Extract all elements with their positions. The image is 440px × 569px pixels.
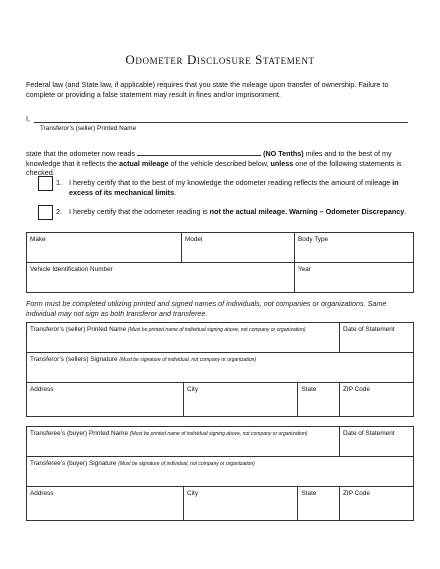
vin-field[interactable] bbox=[27, 263, 295, 293]
buyer-state-field[interactable] bbox=[298, 487, 340, 521]
option2-text bbox=[69, 207, 419, 217]
seller-zip-field[interactable] bbox=[340, 383, 414, 417]
buyer-printed-name-field[interactable] bbox=[27, 427, 340, 457]
buyer-signature-note: (Must be signature of individual, not company or organization) bbox=[118, 461, 255, 467]
option2-text-b: not the actual mileage. Warning – Odometer Discrepancy bbox=[209, 207, 405, 216]
model-field[interactable] bbox=[182, 233, 295, 263]
buyer-city-label: City bbox=[187, 490, 199, 497]
signature-notice: Form must be completed utilizing printed and signed names of individuals, not companies or organizations. Same individual may not sign as both transferor and transferee. bbox=[26, 299, 387, 318]
buyer-date-label: Date of Statement bbox=[343, 430, 395, 437]
odometer-text-a: state that the odometer now reads bbox=[26, 149, 136, 158]
option1-text-b: in excess of its mechanical limits bbox=[69, 178, 399, 197]
buyer-address-field[interactable] bbox=[27, 487, 184, 521]
transferor-name-field[interactable] bbox=[34, 122, 408, 123]
vehicle-info-table bbox=[26, 232, 414, 293]
checkbox-mechanical-limits[interactable] bbox=[38, 176, 53, 191]
seller-signature-note: (Must be signature of individual, not company or organization) bbox=[119, 357, 257, 363]
seller-date-label: Date of Statement bbox=[343, 326, 395, 333]
seller-address-field[interactable] bbox=[27, 383, 184, 417]
option2-text-a: I hereby certify that the odometer reading is bbox=[69, 207, 210, 216]
transferor-name-label: Transferor’s (seller) Printed Name bbox=[40, 125, 137, 132]
seller-printed-name-label: Transferor’s (seller) Printed Name bbox=[30, 326, 127, 333]
body-type-label: Body Type bbox=[298, 236, 329, 243]
make-label: Make bbox=[30, 236, 46, 243]
seller-city-label: City bbox=[187, 386, 199, 393]
odometer-actual-mileage: actual mileage bbox=[119, 158, 169, 168]
buyer-printed-name-note: (Must be printed name of individual signing above, not company or organization) bbox=[129, 431, 308, 437]
buyer-signature-label: Transferee’s (buyer) Signature bbox=[30, 460, 117, 467]
seller-date-field[interactable] bbox=[340, 323, 414, 353]
seller-zip-label: ZIP Code bbox=[343, 386, 370, 393]
odometer-unless: unless bbox=[270, 158, 294, 168]
buyer-signature-field[interactable] bbox=[27, 457, 414, 487]
seller-signature-field[interactable] bbox=[27, 353, 414, 383]
option2-number: 2. bbox=[56, 207, 62, 216]
option1-text-a: I hereby certify that to the best of my knowledge the odometer reading reflects the amount of mileage bbox=[69, 178, 393, 187]
buyer-city-field[interactable] bbox=[184, 487, 298, 521]
odometer-no-tenths: (NO Tenths) bbox=[263, 149, 304, 158]
buyer-zip-field[interactable] bbox=[340, 487, 414, 521]
year-label: Year bbox=[298, 266, 311, 273]
odometer-text-c: miles and to the best of my knowledge that it reflects the bbox=[26, 149, 392, 168]
make-field[interactable] bbox=[27, 233, 182, 263]
seller-table bbox=[26, 322, 414, 417]
odometer-text-e: of the vehicle described below, bbox=[168, 158, 271, 168]
buyer-address-label: Address bbox=[30, 490, 54, 497]
option2-text-c: . bbox=[404, 207, 407, 216]
intro-paragraph: Federal law (and State law, if applicable) requires that you state the mileage upon transfer of ownership. Failure to complete or providing a false statement may result in fines and/or imprisonment. bbox=[26, 80, 389, 99]
seller-state-field[interactable] bbox=[298, 383, 340, 417]
transferor-prefix: I, bbox=[26, 114, 30, 123]
body-type-field[interactable] bbox=[295, 233, 414, 263]
option1-text-c: . bbox=[174, 187, 177, 197]
seller-city-field[interactable] bbox=[184, 383, 298, 417]
option1-number: 1. bbox=[56, 178, 62, 187]
odometer-reading-field[interactable] bbox=[137, 148, 261, 156]
buyer-printed-name-label: Transferee’s (buyer) Printed Name bbox=[30, 430, 129, 437]
buyer-table bbox=[26, 426, 414, 521]
seller-printed-name-field[interactable] bbox=[27, 323, 340, 353]
page-title: Odometer Disclosure Statement bbox=[125, 52, 315, 67]
odometer-statement bbox=[26, 148, 416, 178]
seller-address-label: Address bbox=[30, 386, 54, 393]
seller-printed-name-note: (Must be printed name of individual signing above, not company or organization) bbox=[127, 327, 306, 333]
vin-label: Vehicle Identification Number bbox=[30, 266, 113, 273]
transferor-name-line bbox=[26, 114, 416, 132]
year-field[interactable] bbox=[295, 263, 414, 293]
seller-signature-label: Transferor’s (sellers) Signature bbox=[30, 356, 118, 363]
model-label: Model bbox=[185, 236, 203, 243]
odometer-text-g: one of the following statements is checked. bbox=[26, 158, 402, 178]
seller-state-label: State bbox=[301, 386, 317, 393]
buyer-state-label: State bbox=[301, 490, 317, 497]
checkbox-not-actual-mileage[interactable] bbox=[38, 205, 53, 220]
buyer-zip-label: ZIP Code bbox=[343, 490, 370, 497]
option1-text bbox=[69, 178, 419, 197]
buyer-date-field[interactable] bbox=[340, 427, 414, 457]
